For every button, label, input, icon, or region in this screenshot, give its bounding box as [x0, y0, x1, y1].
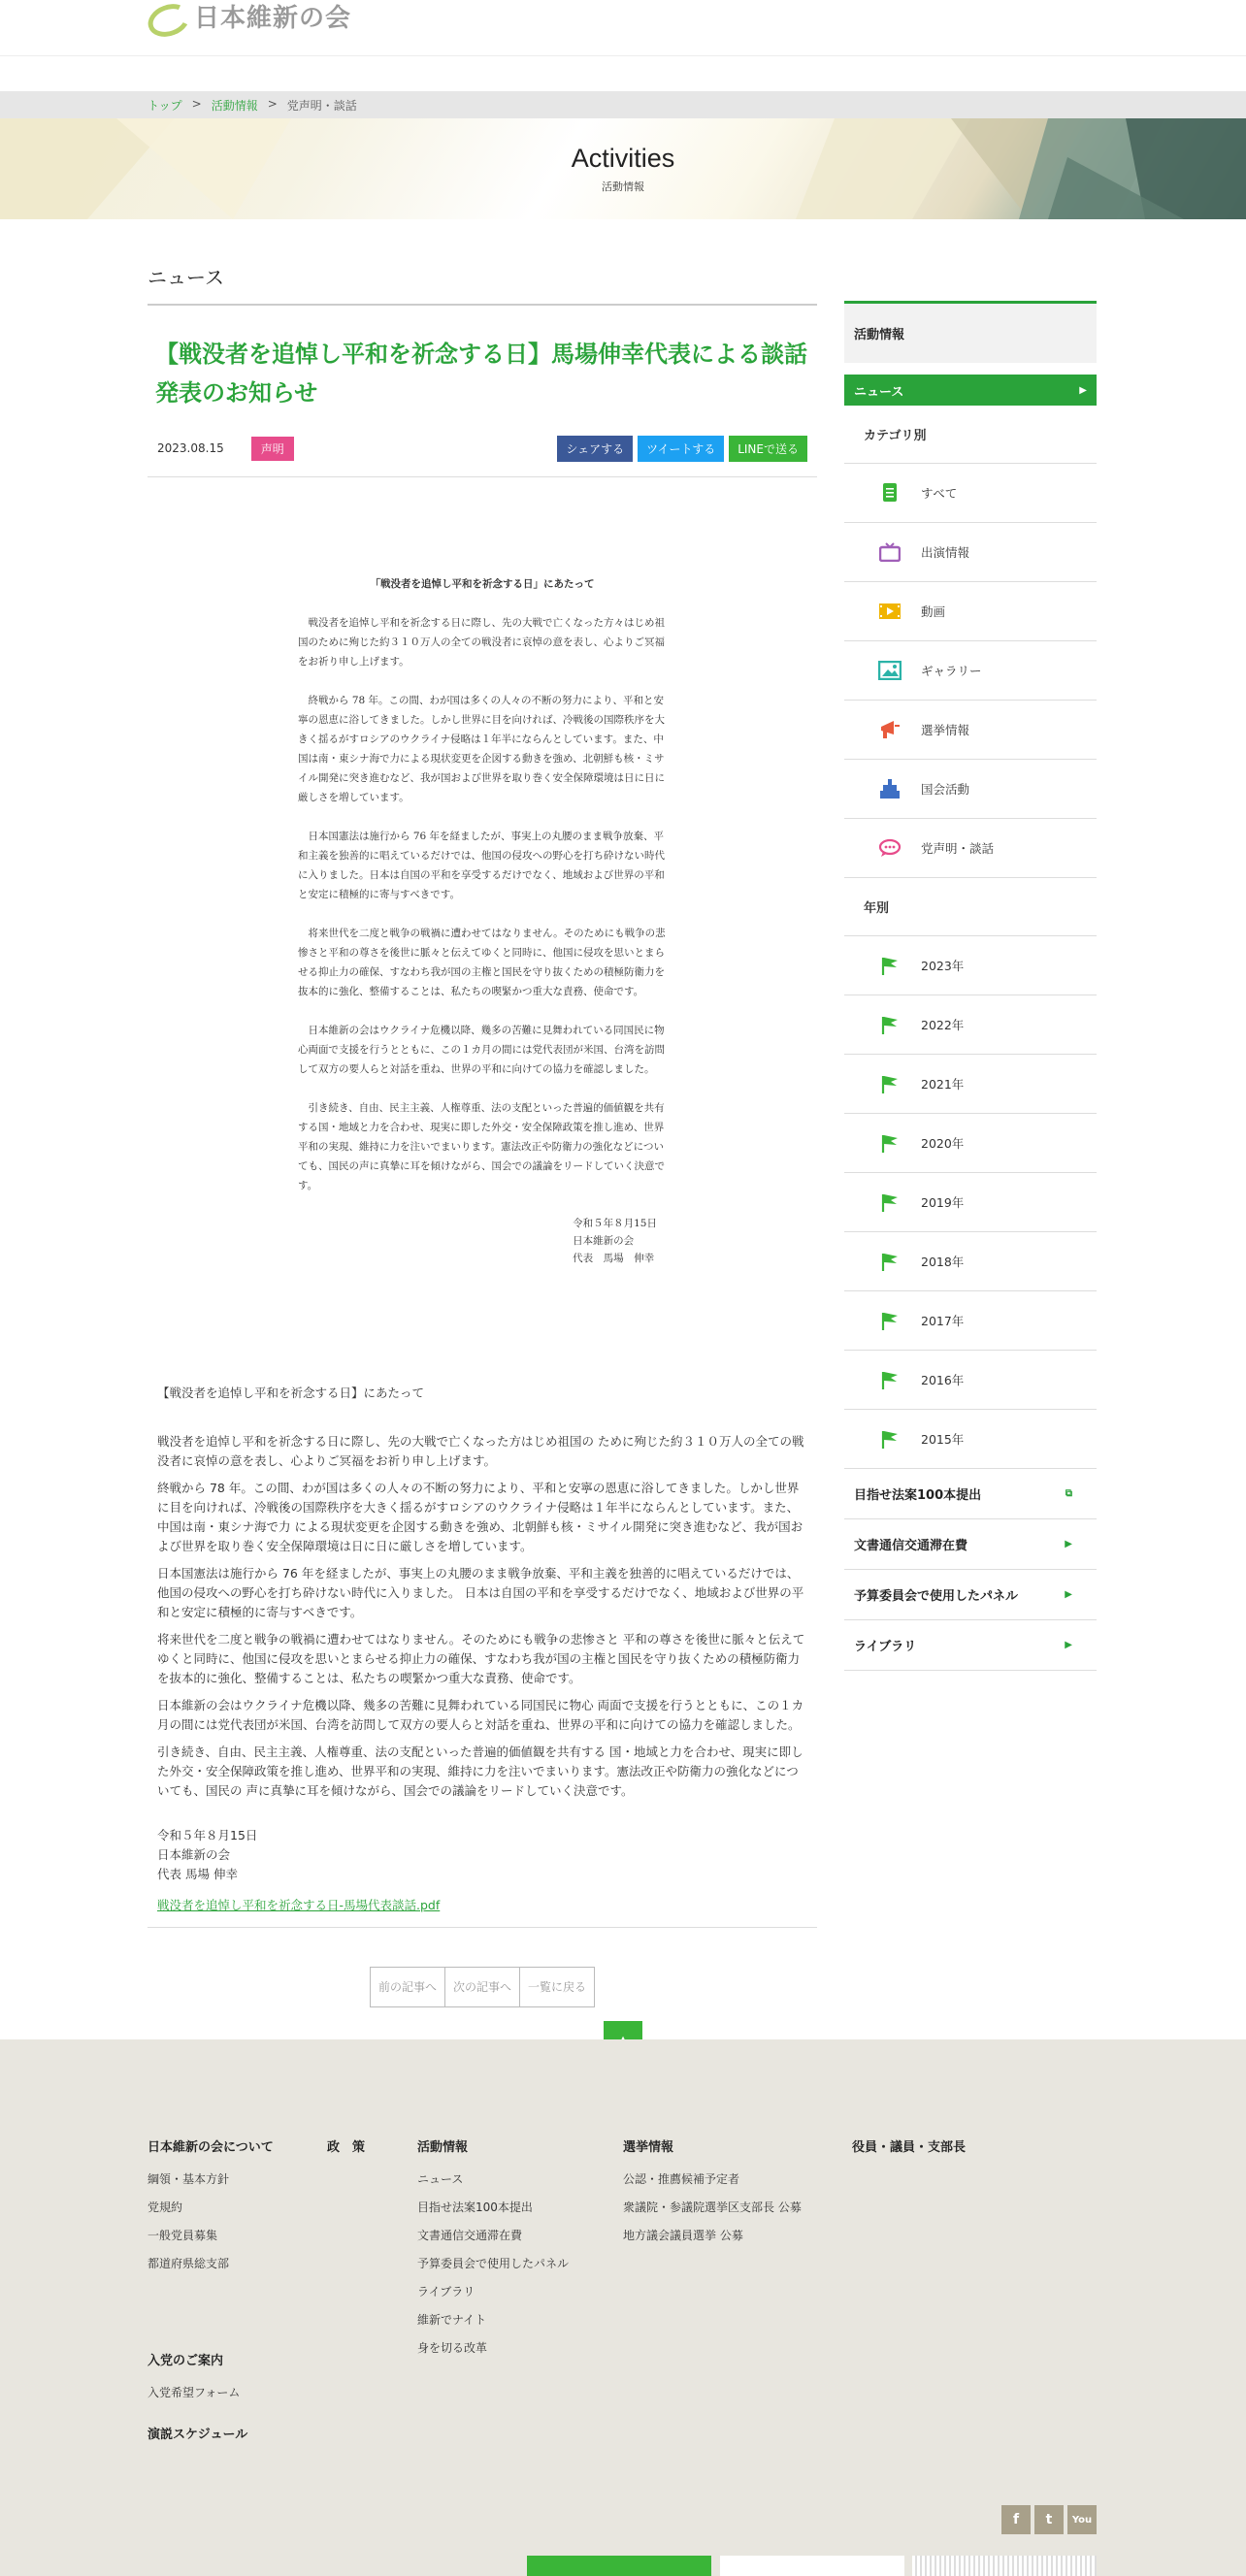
play-arrow-icon: ▶ [1065, 1589, 1072, 1600]
external-link-icon: ⧉ [1065, 1488, 1072, 1499]
statement-scan-image [298, 574, 667, 1267]
section-title: ニュース [148, 262, 817, 306]
footer-banner[interactable] [527, 2556, 711, 2576]
sidebar-year-item[interactable] [844, 1291, 1097, 1351]
main-content [148, 262, 817, 2007]
sidebar-item-label: すべて [921, 486, 958, 501]
document-icon [878, 481, 902, 505]
sidebar-link-bills[interactable] [844, 1469, 1097, 1519]
parliament-icon [878, 777, 902, 800]
body-sign-org: 日本維新の会 [157, 1847, 231, 1862]
sidebar-item-label: 2015年 [921, 1432, 965, 1447]
back-to-list-button[interactable]: 一覧に戻る [527, 1980, 586, 1994]
scan-paragraph: 終戦から 78 年。この間、わが国は多くの人々の不断の努力により、平和と安寧の恩恵に浴してきました。しかし世界に目を向ければ、冷戦後の国際秩序を大きく揺るがすロシアのウクライナ侵略は１年半にならんとしています。また、中国は南・東シナ海で力による現状変更を企図する動きを強め、北朝鮮も核・ミサイル開発に突き進むなど、我が国および世界を取り巻く安全保障環境は日に日に厳しさを増しています。 [298, 695, 665, 803]
logo-text: 日本維新の会 [194, 3, 352, 33]
sidebar-item-label: 2019年 [921, 1195, 965, 1210]
sidebar-item-news[interactable] [844, 375, 1097, 406]
sidebar-item-label: ギャラリー [921, 664, 982, 678]
article-body [148, 1384, 817, 1915]
sidebar-link-library[interactable] [844, 1620, 1097, 1671]
breadcrumb-activities[interactable]: 活動情報 [211, 99, 258, 113]
body-paragraph: 終戦から 78 年。この間、わが国は多くの人々の不断の努力により、平和と安寧の恩恵に浴してきました。しかし世界に目を向ければ、冷戦後の国際秩序を大きく揺るがすロシアのウクライナ侵略は１年半にならんとしています。また、中国は南・東シナ海で力 による現状変更を企図する動きを強め、北朝鮮も核・ミサイル開発に突き進むなど、我が国および世界を取り巻く安全保障環境は日に日に厳しさを増しています。 [157, 1481, 803, 1553]
footer-banner[interactable] [720, 2556, 904, 2576]
body-paragraph: 引き続き、自由、民主主義、人権尊重、法の支配といった普遍的価値観を共有する 国・地域と力を合わせ、現実に即した外交・安全保障政策を推し進め、世界平和の実現、維持に力を注いでまいります。憲法改正や防衛力の強化などについても、国民の 声に真摯に耳を傾けながら、国会での議論をリードしていく決意です。 [157, 1745, 803, 1798]
image-icon [878, 659, 902, 682]
footer-link[interactable]: 目指せ法案100本提出 [417, 2201, 533, 2214]
footer-link[interactable]: ニュース [417, 2172, 464, 2186]
article-title: 【戦没者を追悼し平和を祈念する日】馬場伸幸代表による談話発表のお知らせ [155, 341, 807, 407]
flag-icon [878, 1250, 902, 1273]
sidebar-item-label: 2016年 [921, 1373, 965, 1387]
scan-paragraph: 日本国憲法は施行から 76 年を経ましたが、事実上の丸腰のまま戦争放棄、平和主義を独善的に唱えているだけでは、他国の侵攻への野心を打ち砕けない時代に入りました。日本は自国の平和を享受するだけでなく、地域および世界の平和と安定に積極的に寄与すべきです。 [298, 831, 665, 900]
sidebar-link-label: 文書通信交通滞在費 [854, 1539, 968, 1553]
sidebar-year-item[interactable] [844, 1232, 1097, 1291]
sidebar-link-label: 予算委員会で使用したパネル [854, 1589, 1019, 1604]
footer-policy [327, 2136, 365, 2170]
sidebar-item-label: 党声明・談話 [921, 841, 995, 856]
sidebar-heading: 活動情報 [844, 301, 1097, 363]
footer-heading[interactable]: 活動情報 [417, 2140, 469, 2155]
footer-heading[interactable]: 演説スケジュール [148, 2428, 248, 2442]
prev-article-button[interactable]: 前の記事へ [371, 1968, 445, 2006]
flag-icon [878, 1190, 902, 1214]
next-article-button[interactable]: 次の記事へ [445, 1968, 520, 2006]
footer-election [623, 2136, 802, 2255]
play-arrow-icon: ▶ [1065, 1539, 1072, 1549]
sidebar-item-label: 2018年 [921, 1255, 965, 1269]
footer-link[interactable]: 都道府県総支部 [148, 2257, 230, 2270]
sidebar-item-label: 動画 [921, 604, 946, 619]
sidebar [844, 301, 1097, 1671]
twitter-share-button[interactable]: ツイートする [638, 436, 724, 462]
breadcrumb-separator: > [267, 97, 278, 111]
scan-paragraph: 日本維新の会はウクライナ危機以降、幾多の苦難に見舞われている同国民に物心両面で支援を行うとともに、この１カ月の間には党代表団が米国、台湾を訪問して双方の要人らと対話を重ね、世界の平和に向けての協力を確認しました。 [298, 1025, 665, 1075]
facebook-share-button[interactable]: シェアする [557, 436, 633, 462]
footer-heading[interactable]: 政 策 [327, 2140, 366, 2155]
scan-paragraph: 引き続き、自由、民主主義、人権尊重、法の支配といった普遍的価値観を共有する国・地域と力を合わせ、現実に即した外交・安全保障政策を推し進め、世界平和の実現、維持に力を注いでまいります。憲法改正や防衛力の強化などについても、国民の声に真摯に耳を傾けながら、国会での議論をリードしていく決意です。 [298, 1102, 665, 1191]
footer-link[interactable]: 維新でナイト [417, 2313, 487, 2327]
footer-heading[interactable]: 選挙情報 [623, 2140, 674, 2155]
share-buttons [557, 436, 807, 462]
breadcrumb-top[interactable]: トップ [148, 99, 182, 113]
breadcrumb-bar [0, 91, 1246, 118]
hero-title: Activities [571, 144, 675, 173]
sidebar-link-allowance[interactable] [844, 1519, 1097, 1570]
article-meta [148, 436, 817, 461]
category-badge[interactable]: 声明 [251, 437, 294, 461]
sidebar-item-label: 2022年 [921, 1018, 965, 1032]
play-arrow-icon: ▶ [1065, 1640, 1072, 1650]
twitter-icon[interactable]: t [1034, 2505, 1064, 2534]
body-paragraph: 戦没者を追悼し平和を祈念する日に際し、先の大戦で亡くなった方はじめ祖国の ために殉じた約３１０万人の全ての戦没者に哀悼の意を表し、心よりご冥福をお祈り申し上げます。 [157, 1434, 804, 1468]
scan-title: 「戦没者を追悼し平和を祈念する日」にあたって [370, 578, 595, 590]
line-share-button[interactable]: LINEで送る [729, 436, 807, 462]
sidebar-item-label: 選挙情報 [921, 723, 970, 737]
sidebar-year-item[interactable] [844, 1055, 1097, 1114]
body-paragraph: 日本維新の会はウクライナ危機以降、幾多の苦難に見舞われている同国民に物心 両面で支援を行うとともに、この１カ月の間には党代表団が米国、台湾を訪問して双方の要人らと対話を重ね、世界の平和に向けての協力を確認しました。 [157, 1698, 804, 1732]
flag-icon [878, 1368, 902, 1391]
divider [148, 1927, 817, 1928]
divider [148, 476, 817, 477]
scan-paragraph: 戦没者を追悼し平和を祈念する日に際し、先の大戦で亡くなった方々はじめ祖国のために殉じた約３１０万人の全ての戦没者に哀悼の意を表し、心よりご冥福をお祈り申し上げます。 [298, 617, 665, 668]
footer-members [852, 2136, 966, 2170]
flag-icon [878, 1013, 902, 1036]
flag-icon [878, 954, 902, 977]
footer-link[interactable]: 身を切る改革 [417, 2341, 488, 2355]
flag-icon [878, 1427, 902, 1451]
pdf-download-link[interactable]: 戦没者を追悼し平和を祈念する日-馬場代表談話.pdf [157, 1898, 441, 1912]
breadcrumb-separator: > [191, 97, 202, 111]
hero-banner [0, 118, 1246, 219]
sidebar-link-label: 目指せ法案100本提出 [854, 1488, 982, 1503]
body-intro: 【戦没者を追悼し平和を祈念する日】にあたって [157, 1386, 425, 1400]
sidebar-item-label: 2021年 [921, 1077, 965, 1092]
hero-subtitle: 活動情報 [602, 180, 644, 193]
breadcrumb [148, 97, 357, 114]
footer-activities [417, 2136, 569, 2367]
sidebar-item-label: ニュース [854, 384, 904, 400]
footer-link[interactable]: 衆議院・参議院選挙区支部長 公募 [623, 2201, 802, 2214]
social-links [1001, 2505, 1097, 2534]
scan-sign-name: 代表 馬場 伸幸 [573, 1253, 655, 1264]
sidebar-category-diet[interactable] [844, 760, 1097, 819]
footer-link[interactable]: 文書通信交通滞在費 [417, 2229, 523, 2242]
tv-icon [878, 540, 902, 564]
sidebar-item-label: 国会活動 [921, 782, 970, 797]
footer-heading[interactable]: 日本維新の会について [148, 2140, 274, 2155]
play-arrow-icon: ▶ [1079, 384, 1087, 396]
body-paragraph: 将来世代を二度と戦争の戦禍に遭わせてはなりません。そのためにも戦争の悲惨さと 平和の尊さを後世に脈々と伝えてゆくと同時に、他国に侵攻を思いとまらせる抑止力の確保、すなわち我が国の主権と国民を守り抜くための積極防衛力を抜本的に強化、整備することは、私たちの喫緊かつ重大な責務、使命です。 [157, 1632, 805, 1685]
site-logo[interactable] [146, 0, 351, 31]
flag-icon [878, 1072, 902, 1095]
footer-link[interactable]: 予算委員会で使用したパネル [417, 2257, 570, 2270]
footer-about [148, 2136, 274, 2283]
footer-link[interactable]: 公認・推薦候補予定者 [623, 2172, 740, 2186]
body-paragraph: 日本国憲法は施行から 76 年を経ましたが、事実上の丸腰のまま戦争放棄、平和主義を独善的に唱えているだけでは、他国の侵攻への野心を打ち砕けない時代に入りました。 日本は自国の平和を享受するだけでなく、地域および世界の平和と安定に積極的に寄与すべきです。 [157, 1566, 804, 1619]
sidebar-year-item[interactable] [844, 1173, 1097, 1232]
sidebar-item-label: 2020年 [921, 1136, 965, 1151]
logo-mark-icon [146, 3, 188, 28]
sidebar-item-label: 出演情報 [921, 545, 970, 560]
sidebar-category-video[interactable] [844, 582, 1097, 641]
body-sign-date: 令和５年８月15日 [157, 1828, 258, 1842]
footer-link[interactable]: ライブラリ [417, 2285, 475, 2299]
sidebar-category-election[interactable] [844, 701, 1097, 760]
flag-icon [878, 1131, 902, 1155]
footer-link[interactable]: 一般党員募集 [148, 2229, 218, 2242]
sidebar-year-item[interactable] [844, 936, 1097, 995]
scan-signature [298, 1215, 667, 1267]
footer-heading[interactable]: 入党のご案内 [148, 2354, 224, 2368]
footer-banner[interactable] [912, 2556, 1097, 2576]
youtube-icon[interactable]: You [1067, 2505, 1097, 2534]
facebook-icon[interactable]: f [1001, 2505, 1031, 2534]
article-date: 2023.08.15 [157, 441, 224, 455]
footer-link[interactable]: 党規約 [148, 2201, 183, 2214]
sidebar-year-item[interactable] [844, 995, 1097, 1055]
sidebar-item-label: 2023年 [921, 959, 965, 973]
sidebar-year-item[interactable] [844, 1351, 1097, 1410]
scan-sign-date: 令和５年８月15日 [573, 1218, 657, 1229]
site-header [0, 0, 1246, 56]
body-signature [157, 1826, 807, 1884]
body-sign-name: 代表 馬場 伸幸 [157, 1867, 238, 1881]
speech-bubble-icon [878, 836, 902, 860]
flag-icon [878, 1309, 902, 1332]
scan-paragraph: 将来世代を二度と戦争の戦禍に遭わせてはなりません。そのためにも戦争の悲惨さと平和の尊さを後世に脈々と伝えてゆくと同時に、他国に侵攻を思いとまらせる抑止力の確保、すなわち我が国の主権と国民を守り抜くための積極防衛力を抜本的に強化、整備することは、私たちの喫緊かつ重大な責務、使命です。 [298, 928, 666, 997]
sidebar-year-item[interactable] [844, 1410, 1097, 1469]
sidebar-category-gallery[interactable] [844, 641, 1097, 701]
footer-schedule [148, 2424, 247, 2458]
sidebar-item-label: 2017年 [921, 1314, 965, 1328]
category-heading: カテゴリ別 [844, 406, 1097, 464]
sidebar-year-item[interactable] [844, 1114, 1097, 1173]
footer-join [148, 2350, 240, 2412]
sidebar-category-appearance[interactable] [844, 523, 1097, 582]
video-icon [878, 600, 902, 623]
breadcrumb-current: 党声明・談話 [286, 99, 357, 113]
site-footer [0, 2039, 1246, 2576]
year-heading: 年別 [844, 878, 1097, 936]
megaphone-icon [878, 718, 902, 741]
sidebar-link-label: ライブラリ [854, 1640, 917, 1654]
footer-link[interactable]: 入党希望フォーム [148, 2386, 241, 2399]
sidebar-category-all[interactable] [844, 464, 1097, 523]
article-pager [370, 1967, 595, 2007]
scan-sign-org: 日本維新の会 [573, 1235, 635, 1247]
footer-link[interactable]: 綱領・基本方針 [148, 2172, 230, 2186]
sidebar-category-statements[interactable] [844, 819, 1097, 878]
footer-heading[interactable]: 役員・議員・支部長 [852, 2140, 967, 2155]
sidebar-link-panels[interactable] [844, 1570, 1097, 1620]
footer-link[interactable]: 地方議会議員選挙 公募 [623, 2229, 743, 2242]
